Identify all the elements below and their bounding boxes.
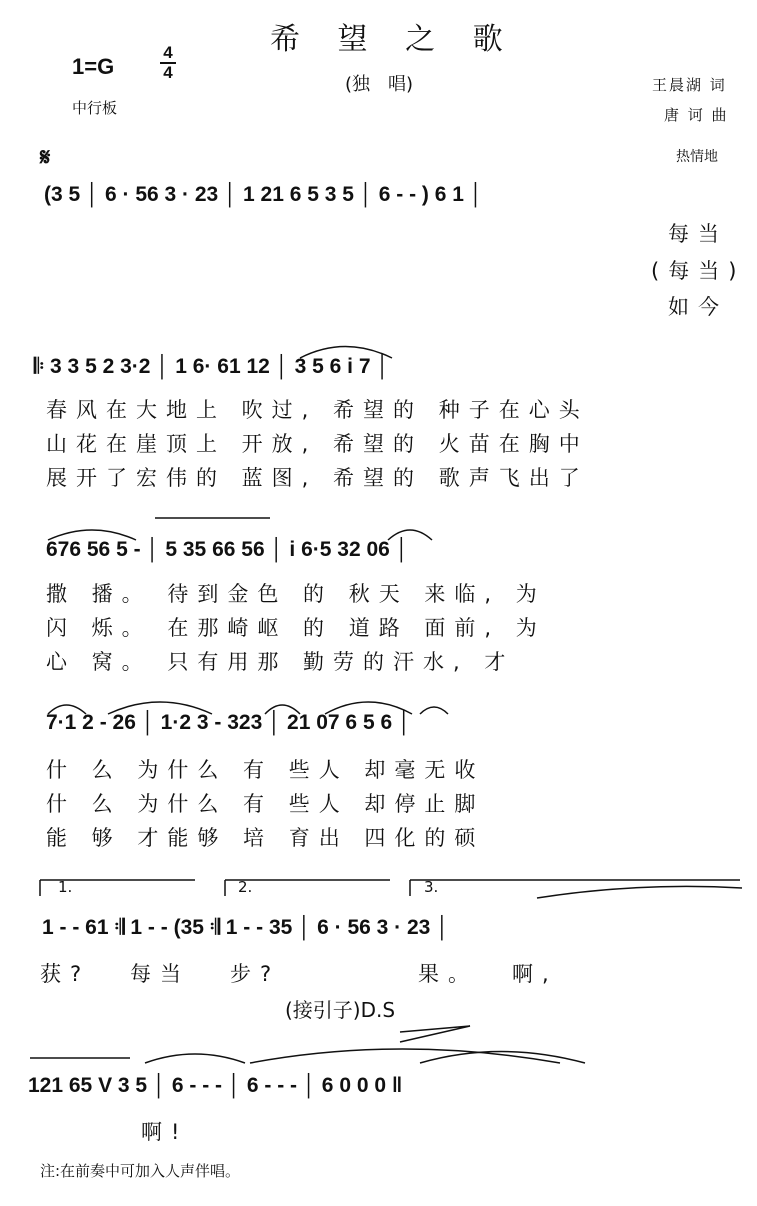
slur-5 [108, 702, 212, 714]
slur-7 [325, 702, 412, 714]
notation-line-6: 121 65 V 3 5 │ 6 - - - │ 6 - - - │ 6 0 0 0 ‖ [28, 1074, 403, 1097]
volta-bracket-1 [40, 880, 195, 896]
crescendo-hairpin [400, 1026, 470, 1042]
tempo-marking: 中行板 [72, 99, 118, 117]
lyric-line5-3: 步? [230, 962, 281, 986]
lyric-line2-verse3: 展开了宏伟的 蓝图, 希望的 歌声飞出了 [46, 466, 589, 490]
volta-3: 3. [424, 878, 439, 896]
segno-icon: 𝄋 [40, 143, 51, 171]
lyric-line4-verse3: 能 够 才能够 培 育出 四化的硕 [46, 826, 485, 850]
volta-2: 2. [238, 878, 253, 896]
expression-marking: 热情地 [676, 149, 718, 165]
time-sig-top: 4 [163, 43, 173, 62]
slur-8 [420, 707, 448, 714]
volta-bracket-2 [225, 880, 390, 896]
lyricist-credit: 王晨湖 词 [652, 76, 727, 94]
slur-6 [265, 705, 300, 714]
slur-2 [48, 530, 136, 540]
lyric-line3-verse2: 闪 烁。 在那崎岖 的 道路 面前, 为 [46, 616, 546, 640]
notation-line-2: 𝄆 3 3 5 2 3·2 │ 1 6· 61 12 │ 3 5 6 i 7 │ [34, 355, 390, 378]
performance-type: (独 唱) [345, 74, 414, 95]
lyric-line3-verse1: 撒 播。 待到金色 的 秋天 来临, 为 [46, 582, 546, 606]
lyric-line5-1: 获? [40, 962, 91, 986]
volta-bracket-3 [410, 880, 740, 896]
notation-line-3: 676 56 5 - │ 5 35 66 56 │ i 6·5 32 06 │ [46, 538, 409, 561]
lyric-line2-verse2: 山花在崖顶上 开放, 希望的 火苗在胸中 [46, 432, 589, 456]
slur-9 [537, 886, 742, 898]
lyric-line4-verse1: 什 么 为什么 有 些人 却毫无收 [46, 758, 485, 782]
slur-4 [48, 705, 86, 714]
lyric-line1-2: (每当) [651, 259, 746, 283]
lyric-line1-1: 每当 [668, 222, 728, 246]
slur-12 [420, 1052, 585, 1064]
lyric-line4-verse2: 什 么 为什么 有 些人 却停止脚 [46, 792, 485, 816]
lyric-line6: 啊! [141, 1120, 189, 1144]
footnote: 注:在前奏中可加入人声伴唱。 [40, 1162, 241, 1180]
key-signature: 1=G [72, 54, 115, 79]
volta-1: 1. [58, 878, 73, 896]
song-title: 希 望 之 歌 [270, 22, 517, 57]
slur-3 [388, 530, 432, 540]
notation-line-5: 1 - - 61 𝄇 1 - - (35 𝄇 1 - - 35 │ 6 · 56 3 · 23 │ [42, 916, 450, 939]
lyric-line2-verse1: 春风在大地上 吹过, 希望的 种子在心头 [46, 398, 589, 422]
slur-10 [145, 1054, 245, 1063]
notation-line-4: 7·1 2 - 26 │ 1·2 3 - 323 │ 21 07 6 5 6 │ [46, 711, 412, 734]
notation-line-1: (3 5 │ 6 · 56 3 · 23 │ 1 21 6 5 3 5 │ 6 - - ) 6 1 │ [44, 183, 483, 206]
slur-1 [300, 347, 392, 359]
lyric-line1-3: 如今 [668, 295, 728, 319]
dal-segno-marking: (接引子)D.S [285, 998, 396, 1022]
lyric-line3-verse3: 心 窝。 只有用那 勤劳的汗水, 才 [46, 650, 515, 674]
lyric-line5-4: 果。 [418, 962, 478, 986]
lyric-line5-5: 啊, [512, 962, 558, 986]
lyric-line5-2: 每当 [130, 962, 190, 986]
time-sig-bottom: 4 [163, 63, 173, 82]
composer-credit: 唐 诃 曲 [664, 106, 729, 124]
